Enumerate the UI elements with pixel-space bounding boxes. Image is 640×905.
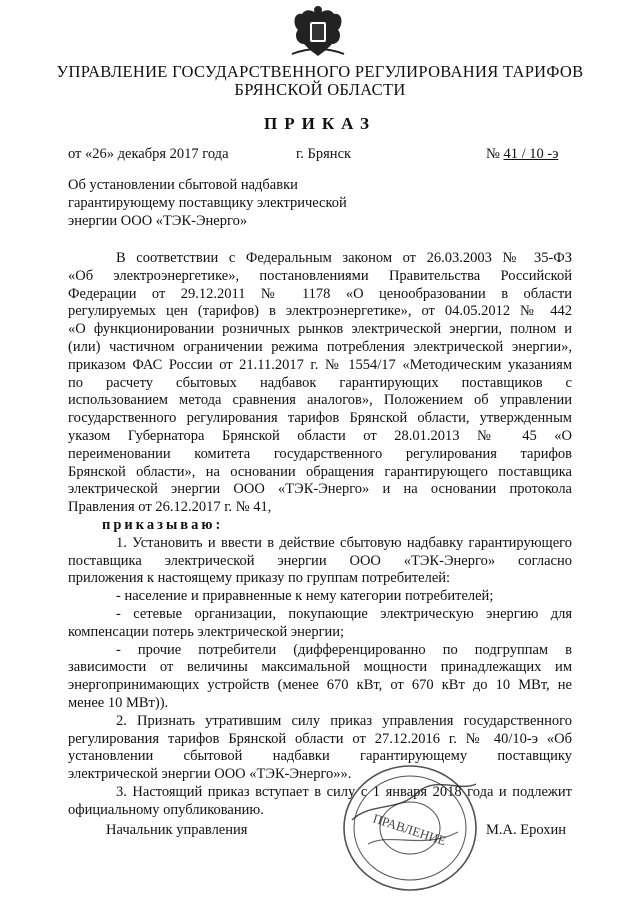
document-title: ПРИКАЗ — [264, 114, 376, 133]
body-line: установлении сбытовой надбавки гарантирующему поставщику — [68, 748, 572, 765]
document-number-prefix: № — [486, 146, 504, 162]
body-line: Брянской области», на основании обращения гарантирующего поставщика — [68, 463, 572, 480]
body-line: указом Губернатора Брянской области от 28.01.2013 № 45 «О — [68, 427, 572, 444]
document-date: от «26» декабря 2017 года — [68, 146, 229, 162]
body-line: Правления от 26.12.2017 г. № 41, — [68, 499, 272, 516]
body-line: менее 10 МВт)). — [68, 694, 169, 711]
body-line: В соответствии с Федеральным законом от 26.03.2003 № 35-ФЗ — [116, 250, 572, 266]
body-line: регулируемых цен (тарифов) в электроэнергетике», от 04.05.2012 № 442 — [68, 303, 572, 320]
body-line: 3. Настоящий приказ вступает в силу с 1 января 2018 года и подлежит — [116, 783, 572, 800]
subject-line: энергии ООО «ТЭК-Энерго» — [68, 213, 248, 229]
body-line: компенсации потерь электрической энергии; — [68, 623, 345, 640]
official-stamp-icon — [340, 762, 480, 894]
body-line: Федерации от 29.12.2011 № 1178 «О ценообразовании в области — [68, 285, 572, 302]
document-body — [68, 250, 572, 820]
list-item: - население и приравненные к нему категории потребителей; — [116, 588, 494, 605]
body-line: электрической энергии ООО «ТЭК-Энерго»». — [68, 766, 352, 783]
document-city: г. Брянск — [296, 146, 352, 162]
document-number-value: 41 / 10 -э — [503, 146, 559, 162]
body-line: приложения к настоящему приказу по группам потребителей: — [68, 570, 451, 587]
document-number — [486, 146, 558, 163]
body-line: поставщика электрической энергии ООО «ТЭК-Энерго» согласно — [68, 552, 572, 569]
body-line: государственного регулирования тарифов Брянской области, утвержденным — [68, 410, 572, 427]
body-line: приказом ФАС России от 21.11.2017 г. № 1554/17 «Методическим указаниям — [68, 356, 572, 373]
coat-of-arms-icon — [288, 4, 348, 60]
subject-line: Об установлении сбытовой надбавки — [68, 177, 298, 193]
body-line: «Об электроэнергетике», постановлениями Правительства Российской — [68, 267, 572, 284]
body-line: 2. Признать утратившим силу приказ управления государственного — [116, 712, 572, 729]
signer-name: М.А. Ерохин — [486, 822, 567, 838]
stamp-text: ПРАВЛЕНИЕ — [371, 810, 448, 849]
list-item: - прочие потребители (дифференцированно по подгруппам в — [116, 641, 572, 658]
document-subject — [68, 176, 388, 230]
signer-position: Начальник управления — [106, 822, 248, 838]
body-line: официальному опубликованию. — [68, 801, 264, 818]
body-line: «О функционировании розничных рынков электрической энергии, полном и — [68, 321, 572, 338]
body-line: электрической энергии ООО «ТЭК-Энерго» и на основании протокола — [68, 481, 572, 498]
body-line: 1. Установить и ввести в действие сбытовую надбавку гарантирующего — [116, 534, 572, 551]
body-line: регулирования тарифов Брянской области от 27.12.2016 г. № 40/10-э «Об — [68, 730, 572, 747]
org-name-line1: УПРАВЛЕНИЕ ГОСУДАРСТВЕННОГО РЕГУЛИРОВАНИЯ ТАРИФОВ — [56, 62, 584, 81]
body-line: зависимости от величины максимальной мощности принадлежащих им — [68, 659, 572, 676]
body-line: переименовании комитета государственного регулирования тарифов — [68, 445, 572, 462]
org-name-line2: БРЯНСКОЙ ОБЛАСТИ — [234, 80, 406, 99]
body-line: энергопринимающих устройств (менее 670 кВт, от 670 кВт до 10 МВт, не — [68, 677, 572, 694]
list-item: - сетевые организации, покупающие электрическую энергию для — [116, 605, 572, 622]
body-line: (или) частичном ограничении режима потребления электрической энергии», — [68, 338, 572, 355]
order-keyword: приказываю: — [102, 516, 224, 533]
body-line: использованием метода сравнения аналогов», Положением об управлении — [68, 392, 572, 409]
body-line: по расчету сбытовых надбавок гарантирующих поставщиков с — [68, 374, 572, 391]
subject-line: гарантирующему поставщику электрической — [68, 195, 347, 211]
